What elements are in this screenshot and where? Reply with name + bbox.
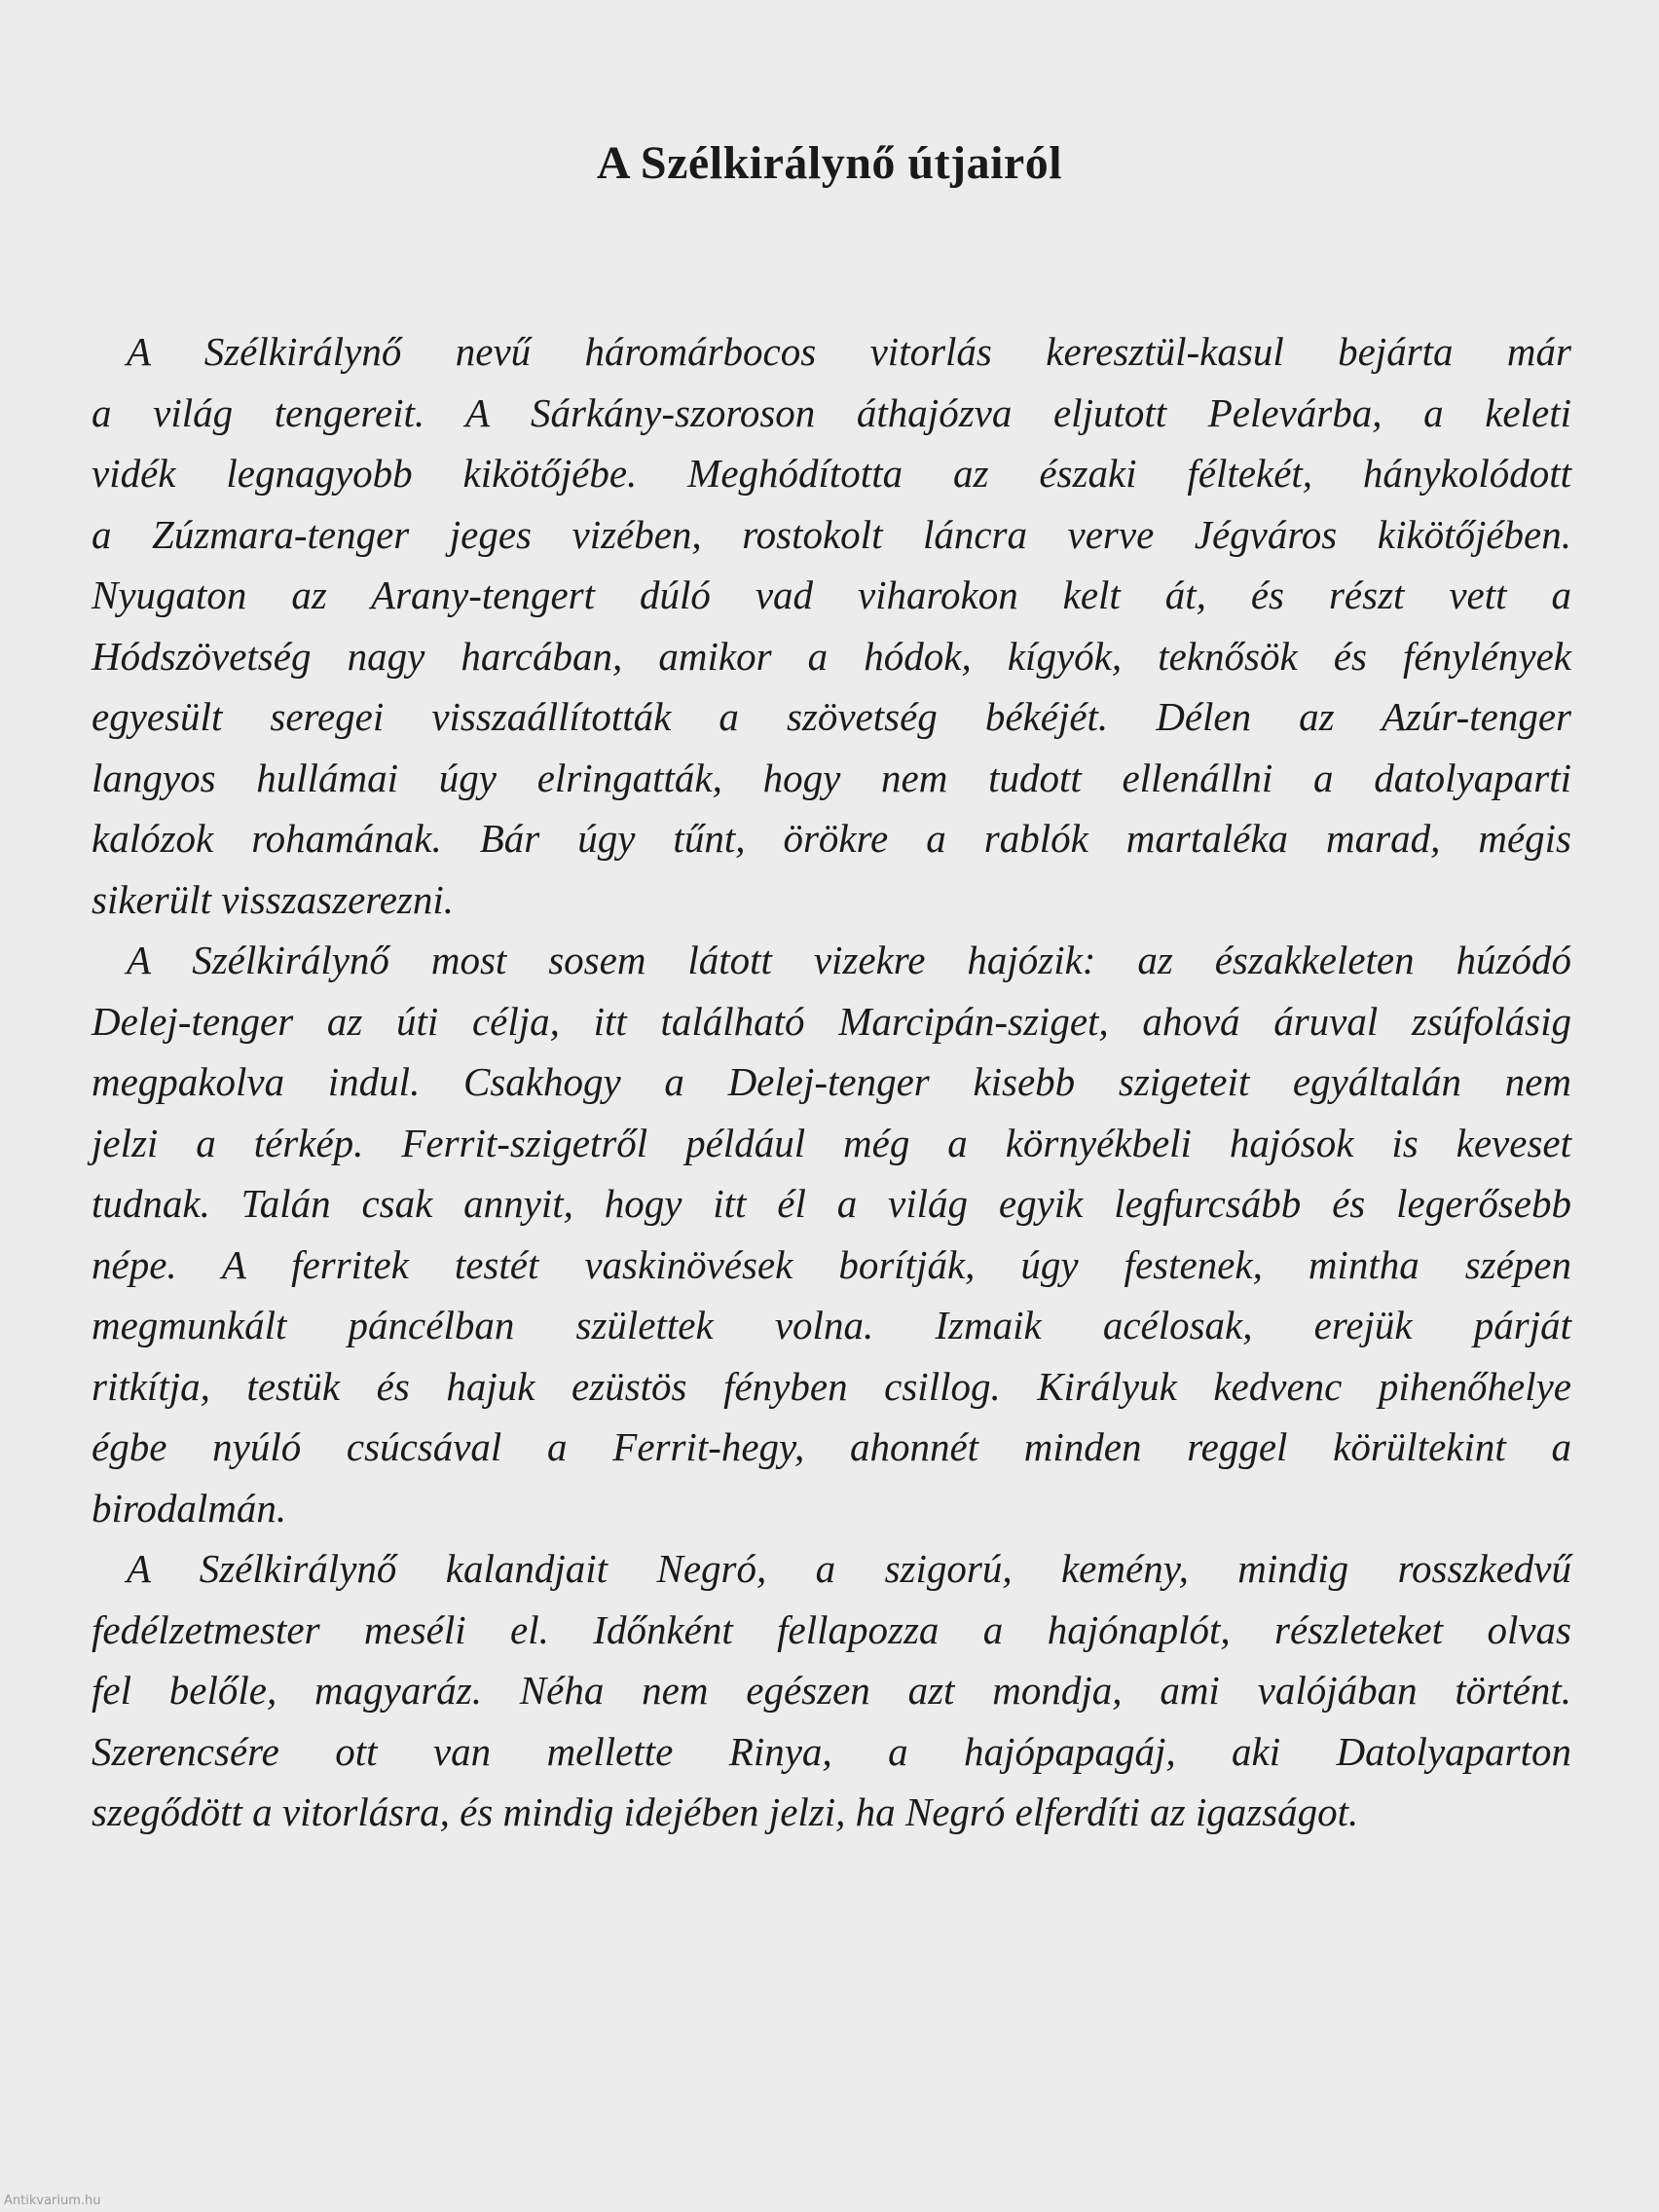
text-line: ritkítja, testük és hajuk ezüstös fényben csillog. Királyuk kedvenc pihenőhelye	[92, 1363, 1571, 1409]
text-line: fedélzetmester meséli el. Időnként fellapozza a hajónaplót, részleteket olvas	[92, 1606, 1571, 1652]
text-line: tudnak. Talán csak annyit, hogy itt él a világ egyik legfurcsább és legerősebb	[92, 1181, 1571, 1226]
text-line: Delej-tenger az úti célja, itt található Marcipán-sziget, ahová áruval zsúfolásig	[92, 998, 1571, 1044]
page-title: A Szélkirálynő útjairól	[596, 137, 1063, 189]
watermark: Antikvarium.hu	[4, 2194, 101, 2208]
text-line: fel belőle, magyaráz. Néha nem egészen azt mondja, ami valójában történt.	[92, 1668, 1571, 1713]
paragraph-2	[92, 930, 1571, 1538]
paragraph-1	[92, 321, 1571, 930]
text-line: a Zúzmara-tenger jeges vizében, rostokolt láncra verve Jégváros kikötőjében.	[92, 511, 1571, 557]
text-line: A Szélkirálynő kalandjait Negró, a szigorú, kemény, mindig rosszkedvű	[127, 1546, 1571, 1591]
text-line: Szerencsére ott van mellette Rinya, a hajópapagáj, aki Datolyaparton	[92, 1728, 1571, 1774]
text-line: a világ tengereit. A Sárkány-szoroson áthajózva eljutott Pelevárba, a keleti	[92, 389, 1571, 435]
text-line: vidék legnagyobb kikötőjébe. Meghódította az északi féltekét, hánykolódott	[92, 451, 1571, 496]
text-line: Hódszövetség nagy harcában, amikor a hódok, kígyók, teknősök és fénylények	[92, 633, 1571, 679]
text-line: megpakolva indul. Csakhogy a Delej-tenger kisebb szigeteit egyáltalán nem	[92, 1059, 1571, 1104]
paragraph-3	[92, 1538, 1571, 1843]
body-text	[92, 321, 1571, 1843]
text-line: kalózok rohamának. Bár úgy tűnt, örökre a rablók martaléka marad, mégis	[92, 816, 1571, 861]
text-line: Nyugaton az Arany-tengert dúló vad viharokon kelt át, és részt vett a	[92, 572, 1571, 617]
text-line: szegődött a vitorlásra, és mindig idejében jelzi, ha Negró elferdíti az igazságot.	[92, 1789, 1359, 1834]
text-line: jelzi a térkép. Ferrit-szigetről például még a környékbeli hajósok is keveset	[92, 1120, 1571, 1165]
text-line: égbe nyúló csúcsával a Ferrit-hegy, ahonnét minden reggel körültekint a	[92, 1424, 1571, 1469]
text-line: megmunkált páncélban születtek volna. Izmaik acélosak, erejük párját	[92, 1303, 1571, 1347]
text-line: népe. A ferritek testét vaskinövések borítják, úgy festenek, mintha szépen	[92, 1241, 1571, 1287]
text-line: sikerült visszaszerezni.	[92, 876, 455, 922]
text-line: birodalmán.	[92, 1485, 287, 1530]
text-line: A Szélkirálynő most sosem látott vizekre hajózik: az északkeleten húzódó	[127, 938, 1571, 982]
text-line: egyesült seregei visszaállították a szövetség békéjét. Délen az Azúr-tenger	[92, 694, 1571, 739]
text-line: A Szélkirálynő nevű háromárbocos vitorlás keresztül-kasul bejárta már	[127, 329, 1571, 374]
text-line: langyos hullámai úgy elringatták, hogy nem tudott ellenállni a datolyaparti	[92, 755, 1571, 800]
